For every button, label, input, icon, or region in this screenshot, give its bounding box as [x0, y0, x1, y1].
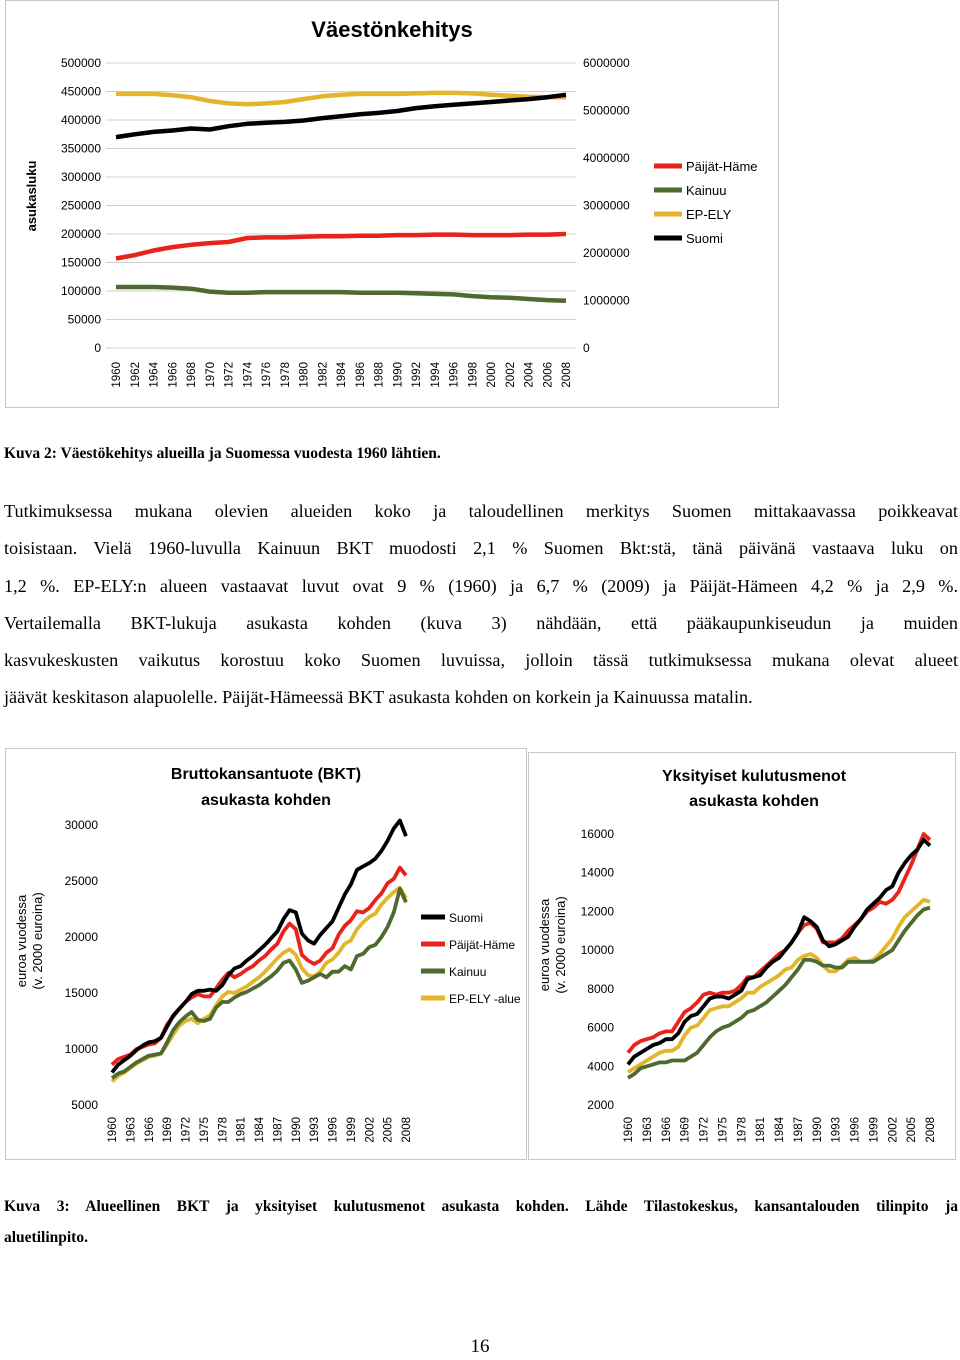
gdp-chart-lines — [112, 821, 406, 1082]
series-line-ep-ely-alue — [628, 900, 930, 1072]
x-tick-label: 1968 — [186, 362, 198, 388]
consumption-chart-y-ticks — [581, 827, 615, 1112]
x-tick-label: 1993 — [309, 1117, 322, 1143]
x-tick-label: 1969 — [162, 1117, 175, 1143]
x-tick-label: 1974 — [242, 362, 255, 388]
x-tick-label: 1963 — [125, 1117, 138, 1143]
population-chart-title: Väestönkehitys — [311, 17, 473, 42]
y-tick-label: 0 — [94, 341, 101, 355]
x-tick-label: 1964 — [148, 362, 161, 388]
consumption-chart — [529, 753, 955, 1159]
y-tick-label: 250000 — [60, 198, 101, 213]
x-tick-label: 1996 — [327, 1117, 340, 1143]
series-line-p-ij-t-h-me — [116, 234, 566, 259]
y2-tick-label: 5000000 — [583, 103, 630, 118]
legend-label: Suomi — [686, 231, 723, 246]
paragraph-line: Vertailemalla BKT-lukuja asukasta kohden (kuva 3) nähdään, että pääkaupunkiseudun ja muiden — [4, 612, 958, 633]
y-tick-label: 300000 — [60, 170, 101, 184]
x-tick-label: 1970 — [204, 362, 217, 388]
consumption-chart-ylabel-line2: (v. 2000 euroina) — [553, 896, 568, 994]
x-tick-label: 1984 — [336, 362, 348, 388]
x-tick-label: 1987 — [792, 1117, 805, 1143]
x-tick-label: 2005 — [906, 1117, 919, 1143]
series-line-suomi — [116, 95, 566, 137]
legend-label: Kainuu — [449, 965, 487, 979]
legend-label: Päijät-Häme — [686, 159, 758, 174]
y2-tick-label: 2000000 — [583, 246, 630, 260]
y2-tick-label: 4000000 — [583, 151, 630, 165]
y2-tick-label: 3000000 — [583, 198, 630, 213]
x-tick-label: 1990 — [392, 362, 405, 388]
x-tick-label: 1999 — [345, 1117, 358, 1143]
gdp-chart-title-line1: Bruttokansantuote (BKT) — [170, 766, 362, 783]
x-tick-label: 1969 — [679, 1117, 692, 1143]
legend-label: EP-ELY -alue — [449, 992, 521, 1006]
x-tick-label: 1982 — [317, 362, 330, 388]
body-paragraph — [4, 493, 958, 717]
gdp-chart-ylabel-line2: (v. 2000 euroina) — [30, 892, 45, 990]
y2-tick-label: 6000000 — [583, 56, 630, 70]
gdp-chart-legend — [421, 911, 521, 1006]
x-tick-label: 1988 — [373, 362, 386, 388]
population-chart-ylabel: asukasluku — [24, 160, 39, 232]
consumption-chart-x-ticks — [623, 1116, 937, 1142]
x-tick-label: 1975 — [717, 1117, 730, 1143]
y-tick-label: 10000 — [64, 1042, 98, 1056]
y-tick-label: 30000 — [64, 818, 98, 832]
figure-2-caption: Kuva 2: Väestökehitys alueilla ja Suomessa vuodesta 1960 lähtien. — [4, 445, 441, 462]
x-tick-label: 1986 — [354, 362, 367, 388]
consumption-chart-ylabel-line1: euroa vuodessa — [537, 898, 552, 992]
x-tick-label: 2008 — [925, 1117, 937, 1143]
y2-tick-label: 0 — [583, 341, 590, 355]
x-tick-label: 2002 — [364, 1117, 377, 1143]
x-tick-label: 1966 — [167, 362, 180, 388]
series-line-p-ij-t-h-me — [112, 868, 406, 1065]
population-chart — [6, 1, 778, 407]
population-chart-left-ticks — [61, 56, 101, 355]
x-tick-label: 1994 — [429, 362, 442, 388]
x-tick-label: 1978 — [736, 1117, 749, 1143]
series-line-kainuu — [112, 889, 406, 1078]
x-tick-label: 1981 — [755, 1117, 768, 1143]
page-number: 16 — [470, 1336, 490, 1357]
y-tick-label: 400000 — [60, 113, 101, 127]
y-tick-label: 8000 — [587, 981, 614, 996]
x-tick-label: 1976 — [261, 362, 273, 388]
x-tick-label: 2008 — [401, 1117, 413, 1143]
x-tick-label: 1972 — [180, 1117, 193, 1143]
y-tick-label: 200000 — [60, 227, 101, 241]
x-tick-label: 1993 — [830, 1117, 843, 1143]
x-tick-label: 1960 — [111, 362, 123, 388]
x-tick-label: 1975 — [198, 1117, 211, 1143]
gdp-chart — [6, 749, 526, 1159]
y-tick-label: 10000 — [580, 943, 614, 958]
x-tick-label: 1990 — [290, 1117, 303, 1143]
paragraph-line: 1,2 %. EP-ELY:n alueen vastaavat luvut ovat 9 % (1960) ja 6,7 % (2009) ja Päijät-Hämeen 4,2 % ja 2,9 %. — [4, 575, 958, 596]
gdp-chart-x-ticks — [107, 1116, 413, 1142]
x-tick-label: 1960 — [623, 1117, 635, 1143]
figure-3-caption-line: Kuva 3: Alueellinen BKT ja yksityiset kulutusmenot asukasta kohden. Lähde Tilastokeskus, kansantalouden tilinpito ja — [4, 1198, 958, 1215]
gdp-chart-frame — [5, 748, 527, 1160]
y-tick-label: 25000 — [64, 874, 98, 888]
x-tick-label: 1978 — [279, 362, 292, 388]
series-line-kainuu — [116, 287, 566, 301]
x-tick-label: 1998 — [467, 362, 480, 388]
y-tick-label: 450000 — [60, 84, 101, 99]
y-tick-label: 15000 — [64, 986, 98, 1000]
y2-tick-label: 1000000 — [583, 293, 630, 308]
y-tick-label: 12000 — [580, 904, 614, 919]
gdp-chart-ylabel-line1: euroa vuodessa — [14, 894, 29, 988]
legend-label: Kainuu — [686, 183, 727, 198]
x-tick-label: 1978 — [217, 1117, 230, 1143]
y-tick-label: 100000 — [60, 284, 101, 298]
consumption-chart-title-line1: Yksityiset kulutusmenot — [661, 768, 847, 785]
x-tick-label: 2000 — [486, 362, 498, 388]
paragraph-line: toisistaan. Vielä 1960-luvulla Kainuun BKT muodosti 2,1 % Suomen Bkt:stä, tänä päivänä vastaava luku on — [4, 538, 958, 559]
consumption-chart-frame — [528, 752, 956, 1160]
paragraph-line: jäävät keskitason alapuolelle. Päijät-Hämeessä BKT asukasta kohden on korkein ja Kainuussa matalin. — [4, 687, 753, 708]
population-chart-legend — [654, 159, 758, 246]
x-tick-label: 1960 — [107, 1117, 119, 1143]
x-tick-label: 1963 — [641, 1117, 654, 1143]
population-chart-lines — [116, 93, 566, 301]
y-tick-label: 5000 — [71, 1098, 98, 1112]
consumption-chart-title-line2: asukasta kohden — [689, 793, 819, 810]
y-tick-label: 6000 — [587, 1020, 614, 1035]
x-tick-label: 2008 — [561, 362, 573, 388]
population-chart-frame — [5, 0, 779, 408]
x-tick-label: 1962 — [129, 362, 142, 388]
x-tick-label: 1999 — [868, 1117, 881, 1143]
series-line-kainuu — [628, 908, 930, 1078]
x-tick-label: 1984 — [774, 1117, 786, 1143]
x-tick-label: 1996 — [448, 362, 461, 388]
y-tick-label: 16000 — [580, 827, 614, 841]
x-tick-label: 2005 — [382, 1117, 395, 1143]
x-tick-label: 2006 — [542, 362, 555, 388]
y-tick-label: 350000 — [60, 141, 101, 156]
x-tick-label: 1966 — [143, 1117, 156, 1143]
x-tick-label: 2002 — [887, 1117, 900, 1143]
series-line-p-ij-t-h-me — [628, 834, 930, 1053]
paragraph-line: kasvukeskusten vaikutus korostuu koko Suomen luvuissa, jolloin tässä tutkimuksessa mukana olevat alueet — [4, 650, 958, 671]
consumption-chart-lines — [628, 834, 930, 1078]
x-tick-label: 1972 — [698, 1117, 711, 1143]
legend-label: Päijät-Häme — [449, 938, 516, 952]
x-tick-label: 1984 — [254, 1117, 266, 1143]
y-tick-label: 4000 — [587, 1059, 614, 1074]
x-tick-label: 2002 — [504, 362, 517, 388]
y-tick-label: 150000 — [60, 255, 101, 270]
x-tick-label: 1996 — [849, 1117, 862, 1143]
y-tick-label: 2000 — [587, 1098, 614, 1112]
y-tick-label: 20000 — [64, 930, 98, 944]
y-tick-label: 50000 — [67, 312, 101, 327]
x-tick-label: 1966 — [660, 1117, 673, 1143]
y-tick-label: 14000 — [580, 865, 614, 880]
x-tick-label: 1980 — [298, 362, 311, 388]
x-tick-label: 2004 — [523, 362, 536, 388]
y-tick-label: 500000 — [60, 56, 101, 70]
population-chart-right-ticks — [583, 56, 630, 355]
paragraph-line: Tutkimuksessa mukana olevien alueiden koko ja taloudellinen merkitys Suomen mittakaavassa poikkeavat — [4, 501, 958, 521]
figure-3-caption — [4, 1191, 958, 1253]
x-tick-label: 1987 — [272, 1117, 285, 1143]
gdp-chart-y-ticks — [65, 818, 99, 1112]
x-tick-label: 1990 — [811, 1117, 824, 1143]
x-tick-label: 1972 — [223, 362, 236, 388]
legend-label: Suomi — [449, 911, 484, 925]
legend-label: EP-ELY — [686, 207, 732, 222]
x-tick-label: 1981 — [235, 1117, 248, 1143]
x-tick-label: 1992 — [411, 362, 423, 388]
figure-3-caption-line: aluetilinpito. — [4, 1229, 88, 1246]
population-chart-grid — [106, 63, 576, 348]
population-chart-x-ticks — [111, 361, 573, 387]
gdp-chart-title-line2: asukasta kohden — [201, 792, 331, 809]
series-line-suomi — [112, 821, 406, 1073]
